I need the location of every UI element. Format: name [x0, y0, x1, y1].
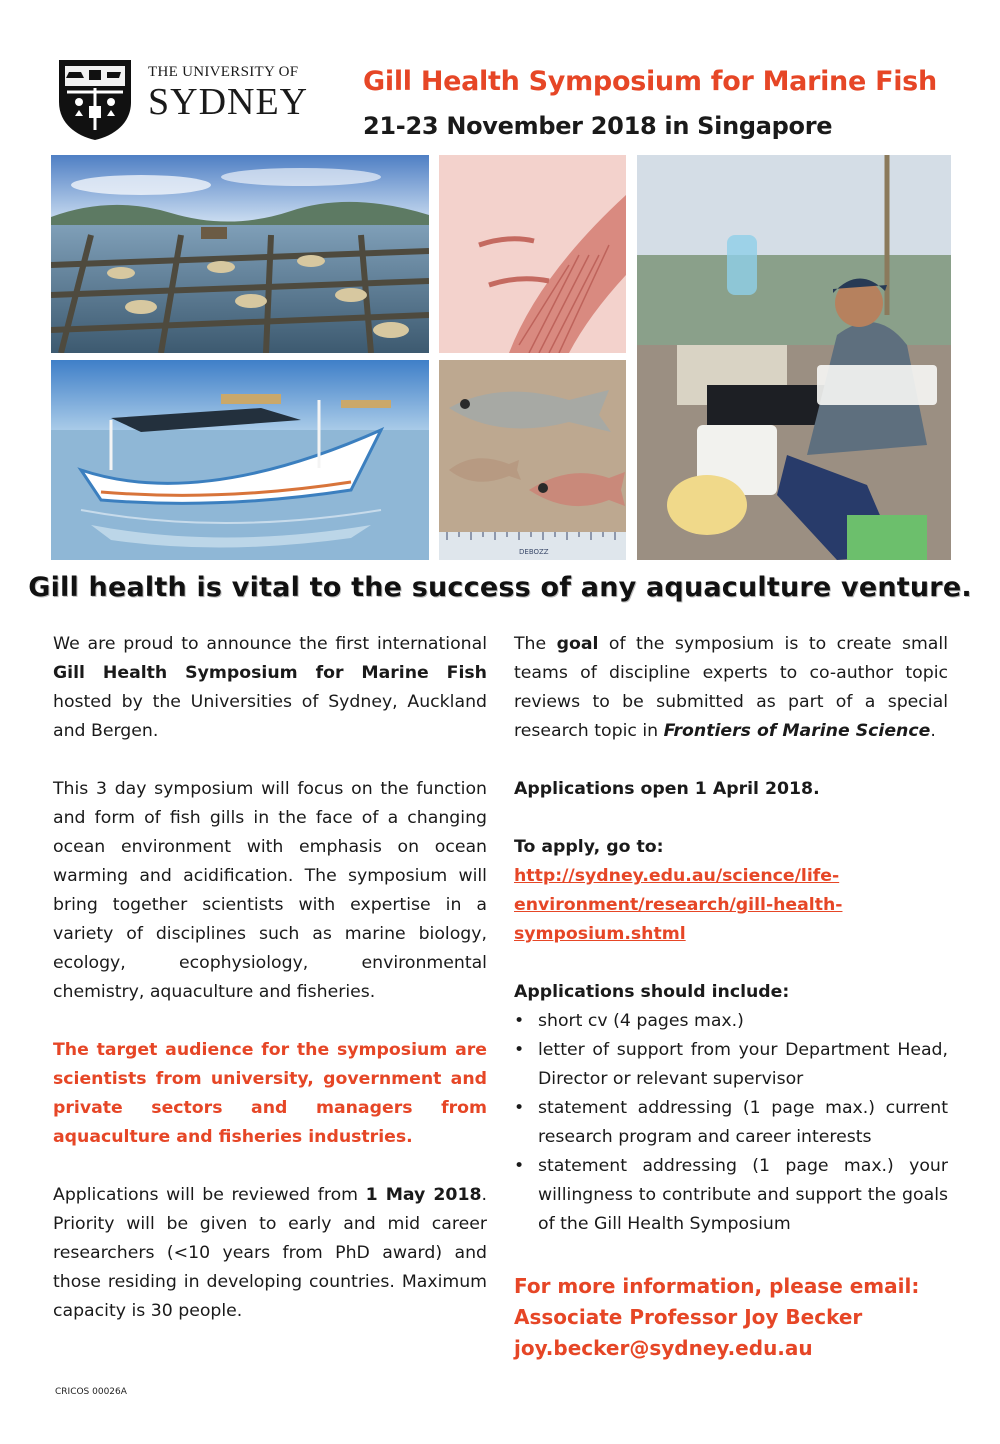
gill-microscope-photo [439, 155, 626, 353]
list-item: • statement addressing (1 page max.) current research program and career interests [514, 1094, 948, 1152]
boat-photo [51, 360, 429, 560]
include-heading: Applications should include: [514, 982, 790, 1002]
fish-samples-photo [439, 360, 626, 560]
event-date-location: 21-23 November 2018 in Singapore [363, 112, 833, 140]
cricos-code: CRICOS 00026A [55, 1387, 127, 1397]
university-name-line1: THE UNIVERSITY OF [148, 64, 299, 80]
review-paragraph: Applications will be reviewed from 1 May 2018. Priority will be given to early and mid career researchers (<10 years from PhD award) and those residing in developing countries. Maximum capacity is 30 people. [53, 1185, 487, 1321]
fish-cages-photo [51, 155, 429, 353]
researcher-field-photo [637, 155, 951, 560]
event-title: Gill Health Symposium for Marine Fish [363, 66, 937, 97]
intro-paragraph: We are proud to announce the first international Gill Health Symposium for Marine Fish hosted by the Universities of Sydney, Auckland and Bergen. [53, 634, 487, 741]
audience-paragraph: The target audience for the symposium are scientists from university, government and private sectors and managers from aquaculture and fisheries industries. [53, 1040, 487, 1147]
left-column [53, 630, 487, 1326]
tagline: Gill health is vital to the success of any aquaculture venture. [28, 572, 972, 603]
list-item: • statement addressing (1 page max.) your willingness to contribute and support the goals of the Gill Health Symposium [514, 1152, 948, 1239]
list-item: • short cv (4 pages max.) [514, 1007, 948, 1036]
list-item: • letter of support from your Department Head, Director or relevant supervisor [514, 1036, 948, 1094]
contact-heading: For more information, please email: [514, 1274, 920, 1298]
review-date: 1 May 2018 [365, 1185, 482, 1205]
contact-email[interactable]: joy.becker@sydney.edu.au [514, 1336, 813, 1360]
university-crest-logo [55, 56, 135, 142]
applications-open: Applications open 1 April 2018. [514, 779, 820, 799]
goal-paragraph: The goal of the symposium is to create small teams of discipline experts to co-author topic reviews to be submitted as part of a special research topic in Frontiers of Marine Science. [514, 634, 948, 741]
ruler-label: DEBOZZ [519, 548, 549, 556]
right-column [514, 630, 948, 1364]
apply-link[interactable]: http://sydney.edu.au/science/life- environment/research/gill-health- symposium.shtml [514, 866, 843, 944]
symposium-name: Gill Health Symposium for Marine Fish [53, 663, 487, 683]
apply-heading: To apply, go to: [514, 837, 664, 857]
journal-name: Frontiers of Marine Science [663, 721, 931, 741]
university-name-line2: SYDNEY [148, 81, 309, 123]
focus-paragraph: This 3 day symposium will focus on the function and form of fish gills in the face of a changing ocean environment with emphasis on ocean warming and acidification. The symposium will bring together scientists with expertise in a variety of disciplines such as marine biology, ecology, ecophysiology, environmental chemistry, aquaculture and fisheries. [53, 779, 487, 1002]
include-list [514, 1007, 948, 1239]
contact-name: Associate Professor Joy Becker [514, 1305, 863, 1329]
